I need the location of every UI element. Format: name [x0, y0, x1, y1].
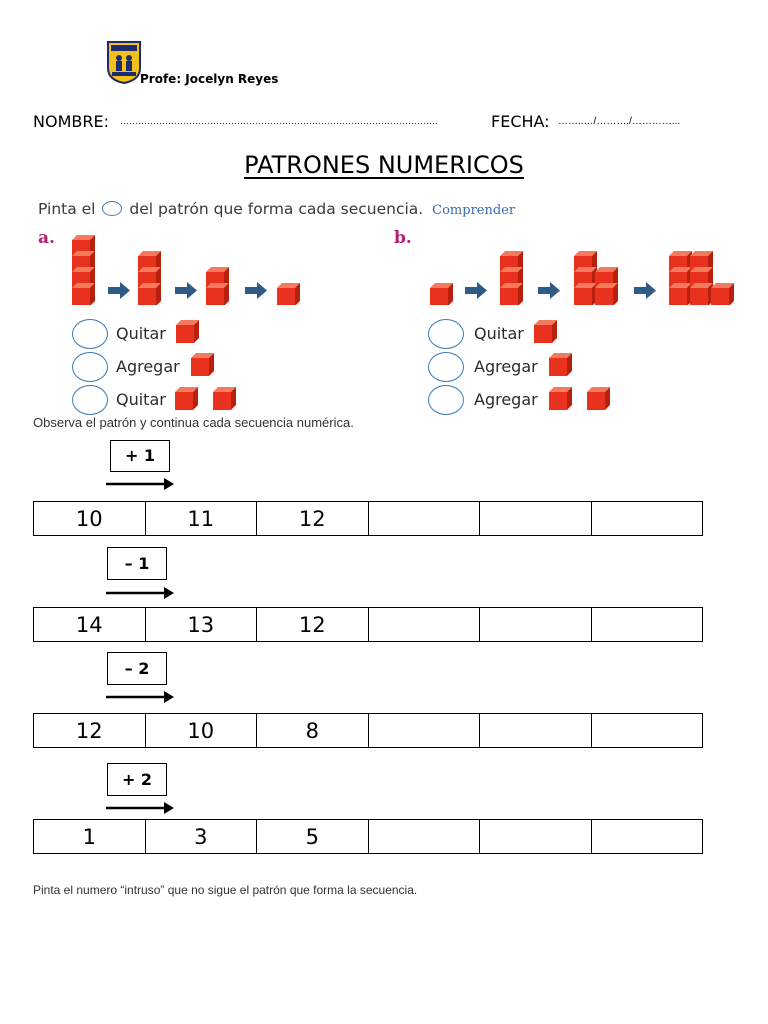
two-cubes-icon [549, 387, 615, 413]
cube-icon [176, 320, 202, 346]
arrow-right-icon [175, 282, 197, 299]
arrow-right-icon [634, 282, 656, 299]
pattern-a-figure [70, 235, 310, 305]
sequence-cell: 10 [145, 714, 257, 748]
sequence-table [33, 713, 703, 748]
answer-cell[interactable] [480, 502, 592, 536]
option-a2-oval[interactable] [72, 352, 108, 382]
sequence-cell: 5 [257, 820, 369, 854]
arrow-right-icon [245, 282, 267, 299]
answer-cell[interactable] [480, 820, 592, 854]
skill-label: Comprender [432, 203, 516, 218]
option-a1-oval[interactable] [72, 319, 108, 349]
cube-icon [534, 320, 560, 346]
option-b2-oval[interactable] [428, 352, 464, 382]
answer-cell[interactable] [591, 714, 703, 748]
arrow-right-icon [465, 282, 487, 299]
cube-icon [191, 353, 217, 379]
option-b1-oval[interactable] [428, 319, 464, 349]
exercise2-instruction: Observa el patrón y continua cada secuencia numérica. [33, 415, 354, 430]
sequence-cell: 10 [34, 502, 146, 536]
part-a-letter: a. [38, 228, 55, 248]
arrow-right-icon [538, 282, 560, 299]
page-title: PATRONES NUMERICOS [244, 151, 524, 179]
arrow-right-icon [106, 477, 176, 491]
arrow-right-icon [106, 690, 176, 704]
two-cubes-icon [175, 387, 241, 413]
cube-icon [277, 283, 300, 305]
cube-icon [711, 283, 734, 305]
cube-icon [549, 353, 575, 379]
operation-box: + 2 [107, 763, 167, 796]
answer-cell[interactable] [368, 502, 480, 536]
cube-icon [206, 283, 229, 305]
operation-box: + 1 [110, 440, 170, 472]
option-b2-label: Agregar [474, 357, 538, 376]
sequence-cell: 14 [34, 608, 146, 642]
sequence-cell: 11 [145, 502, 257, 536]
option-a3-oval[interactable] [72, 385, 108, 415]
sequence-cell: 12 [257, 608, 369, 642]
option-b3-label: Agregar [474, 390, 538, 409]
circle-icon [102, 201, 122, 216]
sequence-cell: 12 [34, 714, 146, 748]
pattern-b-figure [428, 235, 738, 305]
option-b1-label: Quitar [474, 324, 524, 343]
answer-cell[interactable] [480, 608, 592, 642]
sequence-table [33, 607, 703, 642]
sequence-cell: 12 [257, 502, 369, 536]
date-label: FECHA: [491, 112, 550, 131]
exercise3-instruction: Pinta el numero “intruso” que no sigue el patrón que forma la secuencia. [33, 883, 418, 897]
answer-cell[interactable] [480, 714, 592, 748]
answer-cell[interactable] [591, 608, 703, 642]
sequence-cell: 8 [257, 714, 369, 748]
cube-icon [500, 283, 523, 305]
cube-icon [595, 283, 618, 305]
arrow-right-icon [108, 282, 130, 299]
exercise1-instruction: Pinta el del patrón que forma cada secuencia. Comprender [38, 200, 516, 218]
option-a3-label: Quitar [116, 390, 166, 409]
sequence-cell: 3 [145, 820, 257, 854]
name-label: NOMBRE: [33, 112, 109, 131]
cube-icon [690, 283, 713, 305]
option-a1-label: Quitar [116, 324, 166, 343]
answer-cell[interactable] [591, 820, 703, 854]
sequence-table [33, 501, 703, 536]
part-b-letter: b. [394, 228, 412, 248]
answer-cell[interactable] [368, 820, 480, 854]
teacher-name: Profe: Jocelyn Reyes [140, 72, 279, 86]
sequence-table [33, 819, 703, 854]
arrow-right-icon [106, 801, 176, 815]
operation-box: – 2 [107, 652, 167, 685]
cube-icon [574, 283, 597, 305]
school-crest-icon [106, 40, 142, 84]
operation-box: – 1 [107, 547, 167, 580]
cube-icon [430, 283, 453, 305]
sequence-cell: 13 [145, 608, 257, 642]
answer-cell[interactable] [368, 714, 480, 748]
option-b3-oval[interactable] [428, 385, 464, 415]
cube-icon [72, 283, 95, 305]
answer-cell[interactable] [591, 502, 703, 536]
name-field[interactable]: ……………………………………………………………………………………………. [120, 116, 438, 126]
option-a2-label: Agregar [116, 357, 180, 376]
date-field[interactable]: ……..…/………./…………... [558, 116, 681, 127]
sequence-cell: 1 [34, 820, 146, 854]
answer-cell[interactable] [368, 608, 480, 642]
arrow-right-icon [106, 586, 176, 600]
cube-icon [669, 283, 692, 305]
cube-icon [138, 283, 161, 305]
